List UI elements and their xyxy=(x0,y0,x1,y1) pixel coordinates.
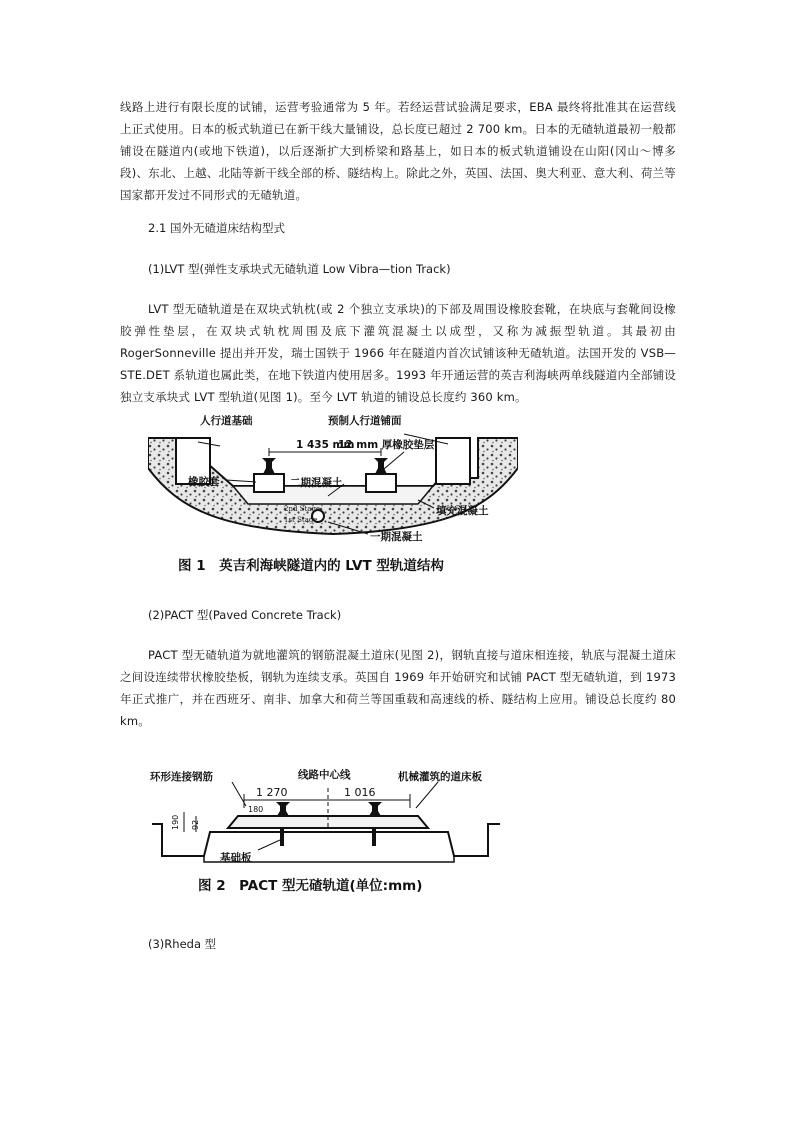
walkway-base-right-shape xyxy=(436,438,470,484)
label-dim-right: 1 016 xyxy=(344,786,376,799)
paragraph-pact: PACT 型无碴轨道为就地灌筑的钢筋混凝土道床(见图 2)，钢轨直接与道床相连接，轨底与混凝土道床之间设连续带状橡胶垫板，钢轨为连续支承。英国自 1969 年开始研究和试铺 PACT 型无碴轨道，到 1973 年正式推广，并在西班牙、南非、加拿大和荷兰等国重载和高速线的桥、隧结构上应用。铺设总长度约 80 km。 xyxy=(120,648,676,728)
paragraph-lvt: LVT 型无碴轨道是在双块式轨枕(或 2 个独立支承块)的下部及周围设橡胶套靴，在块底与套靴间设橡胶弹性垫层，在双块式轨枕周围及底下灌筑混凝土以成型，又称为减振型轨道。其最初由 RogerSonneville 提出并开发，瑞士国铁于 1966 年在隧道内首次试铺该种无碴轨道。法国开发的 VSB—STE.DET 系轨道也属此类，在地下铁道内使用居多。1993 年开通运营的英吉利海峡两单线隧道内全部铺设独立支承块式 LVT 型轨道(见图 1)。至今 LVT 轨道的铺设总长度约 360 km。 xyxy=(120,302,676,404)
label-rubber-boot: 橡胶套 xyxy=(188,476,220,488)
figure-2-pact-track xyxy=(148,766,518,902)
rail-left-shape xyxy=(262,458,276,474)
subheading-lvt: (1)LVT 型(弹性支承块式无碴轨道 Low Vibra—tion Track) xyxy=(148,262,451,276)
label-fill-concrete: 填充混凝土 xyxy=(436,505,489,517)
label-dim-180: 180 xyxy=(248,805,264,814)
rebar-left-shape xyxy=(280,828,284,846)
subheading-rheda: (3)Rheda 型 xyxy=(148,937,217,951)
subheading-pact: (2)PACT 型(Paved Concrete Track) xyxy=(148,608,342,622)
label-second-stage: 二期混凝土 xyxy=(290,477,343,489)
label-loop-rebar: 环形连接钢筋 xyxy=(150,771,213,783)
label-dim-left: 1 270 xyxy=(256,786,288,799)
section-heading-2-1: 2.1 国外无碴道床结构型式 xyxy=(148,221,285,235)
label-rubber-pad: 12 mm 厚橡胶垫层 xyxy=(338,439,435,451)
label-first-stage: 一期混凝土 xyxy=(370,531,423,543)
label-dim-190: 190 xyxy=(171,814,180,830)
paragraph-intro: 线路上进行有限长度的试铺，运营考验通常为 5 年。若经运营试验满足要求，EBA 最终将批准其在运营线上正式使用。日本的板式轨道已在新干线大量铺设，总长度已超过 2 700 km。日本的无碴轨道最初一般都铺设在隧道内(或地下铁道)，以后逐渐扩大到桥梁和路基上，如日本的板式轨道铺设在山阳(冈山～博多段)、东北、上越、北陆等新干线全部的桥、隧结构上。除此之外，英国、法国、奥大利亚、意大利、荷兰等国家都开发过不同形式的无碴轨道。 xyxy=(120,100,676,202)
figure-2-caption: 图 2 PACT 型无碴轨道(单位:mm) xyxy=(198,878,423,894)
label-precast-walkway: 预制人行道铺面 xyxy=(328,415,402,427)
rail-left-shape xyxy=(276,802,290,816)
label-centerline: 线路中心线 xyxy=(298,769,351,781)
label-base-slab: 基础板 xyxy=(220,852,252,864)
figure-1-lvt-track xyxy=(148,408,518,580)
label-dim-92: 92 xyxy=(191,819,200,830)
figure-1-caption: 图 1 英吉利海峡隧道内的 LVT 型轨道结构 xyxy=(178,558,444,574)
label-stage-2: 2nd Stage xyxy=(284,505,321,513)
rebar-right-shape xyxy=(372,828,376,846)
support-block-right-shape xyxy=(366,474,396,492)
label-walkway-base: 人行道基础 xyxy=(200,415,253,427)
support-block-left-shape xyxy=(254,474,284,492)
label-machine-slab: 机械灌筑的道床板 xyxy=(398,771,482,783)
label-gauge: 1 435 mm xyxy=(296,439,355,451)
rail-right-shape xyxy=(368,802,382,816)
label-stage-1: 1st Stage xyxy=(284,516,318,524)
